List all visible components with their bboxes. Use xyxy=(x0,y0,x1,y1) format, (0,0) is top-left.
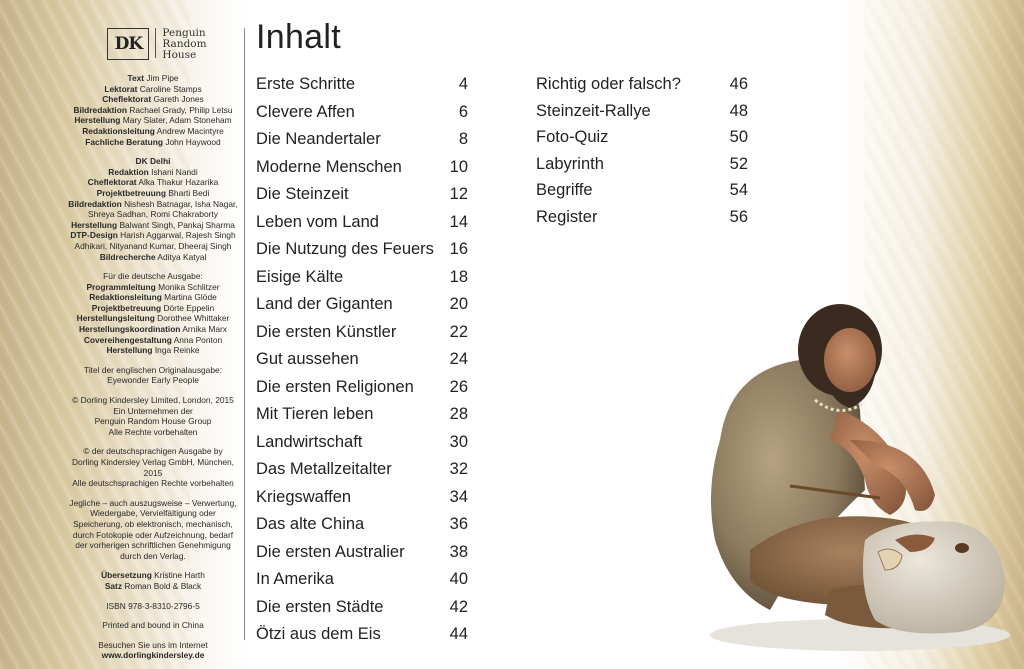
imprint-value: Arnika Marx xyxy=(182,324,227,335)
imprint-line xyxy=(68,94,238,105)
imprint-role: Bildredaktion xyxy=(73,104,127,115)
toc-page-number: 52 xyxy=(729,154,748,173)
imprint-value: Ishani Nandi xyxy=(151,166,198,177)
toc-entry xyxy=(256,595,468,623)
imprint-line xyxy=(68,156,238,167)
imprint-role: Herstellung xyxy=(74,115,121,126)
imprint-line xyxy=(68,478,238,489)
imprint-value: Kristine Harth xyxy=(154,570,205,581)
toc-entry-title: Eisige Kälte xyxy=(256,267,344,286)
toc-page-number: 22 xyxy=(449,322,468,341)
toc-page-number: 44 xyxy=(449,625,468,643)
toc-entry xyxy=(536,205,748,232)
toc-entry xyxy=(256,347,468,375)
imprint-value: Martina Glöde xyxy=(164,292,217,303)
toc-entry xyxy=(256,320,468,348)
toc-page-number: 8 xyxy=(458,130,468,148)
toc-entry xyxy=(256,430,468,458)
imprint-value: John Haywood xyxy=(165,136,221,147)
toc-entry-title: Die ersten Städte xyxy=(256,597,384,616)
toc-entry-title: Moderne Menschen xyxy=(256,157,402,176)
imprint-role: Satz xyxy=(104,580,123,591)
imprint-role: DTP-Design xyxy=(70,230,118,241)
toc-entry xyxy=(256,100,468,128)
imprint-value: Balwant Singh, Pankaj Sharma xyxy=(119,219,235,230)
imprint-line xyxy=(68,313,238,324)
imprint-value: ISBN 978-3-8310-2796-5 xyxy=(106,600,200,611)
imprint-value: Rachael Grady, Philip Letsu xyxy=(129,104,233,115)
logo-wordmark: Penguin Random House xyxy=(162,27,207,61)
imprint-line xyxy=(68,188,238,199)
publisher-logo xyxy=(76,28,238,61)
imprint-line xyxy=(68,84,238,95)
toc-entry xyxy=(256,127,468,155)
imprint-block xyxy=(68,73,238,147)
imprint-role: Text xyxy=(127,73,145,83)
imprint-value: Für die deutsche Ausgabe: xyxy=(103,271,203,282)
imprint-line xyxy=(68,620,238,631)
imprint-line xyxy=(68,324,238,335)
toc-page-number: 34 xyxy=(449,487,468,506)
imprint-line xyxy=(68,167,238,178)
toc-entry-title: Steinzeit-Rallye xyxy=(536,101,651,120)
imprint-line xyxy=(68,581,238,592)
toc-page-number: 40 xyxy=(449,570,468,588)
toc-entry-title: Das Metallzeitalter xyxy=(256,460,392,478)
toc-entry xyxy=(256,457,468,485)
imprint-value: Eyewonder Early People xyxy=(107,375,199,386)
toc-entry-title: Die ersten Künstler xyxy=(256,322,397,341)
imprint-line xyxy=(68,105,238,116)
imprint-line xyxy=(68,177,238,188)
toc-page-number: 36 xyxy=(449,515,468,533)
imprint-line xyxy=(68,570,238,581)
imprint-line xyxy=(68,271,238,282)
toc-title: Inhalt xyxy=(256,18,341,56)
imprint-role: Übersetzung xyxy=(101,570,152,581)
imprint-role: Herstellungskoordination xyxy=(78,324,181,335)
imprint-role: Herstellung xyxy=(106,345,153,356)
imprint-line xyxy=(68,335,238,346)
imprint-value: Anna Ponton xyxy=(173,334,223,345)
imprint-value: Printed and bound in China xyxy=(102,620,204,631)
toc-entry-title: Foto-Quiz xyxy=(536,128,609,146)
toc-entry-title: Erste Schritte xyxy=(256,75,356,93)
toc-entry-title: Gut aussehen xyxy=(256,350,359,368)
toc-list-right xyxy=(536,72,748,231)
imprint-line xyxy=(68,365,238,376)
imprint-line xyxy=(68,395,238,406)
logo-separator xyxy=(155,28,156,58)
toc-entry xyxy=(256,237,468,265)
toc-entry-title: Die Neandertaler xyxy=(256,130,381,148)
imprint-credits xyxy=(68,73,238,661)
toc-page-number: 32 xyxy=(449,460,468,478)
toc-page-number: 54 xyxy=(729,181,748,199)
imprint-role: Herstellung xyxy=(71,219,118,230)
imprint-line xyxy=(68,375,238,386)
imprint-value: Dörte Eppelin xyxy=(163,302,215,313)
imprint-line xyxy=(68,230,238,251)
imprint-line xyxy=(68,640,238,651)
imprint-value: Alle deutschsprachigen Rechte vorbehalten xyxy=(72,478,234,489)
toc-page-number: 46 xyxy=(729,75,748,93)
toc-page-number: 12 xyxy=(449,185,468,203)
imprint-line xyxy=(68,345,238,356)
imprint-block xyxy=(68,640,238,661)
toc-entry-title: In Amerika xyxy=(256,570,334,588)
toc-entry-title: Die ersten Australier xyxy=(256,542,405,561)
toc-page-number: 42 xyxy=(449,597,468,616)
imprint-line xyxy=(68,137,238,148)
imprint-line xyxy=(68,199,238,220)
imprint-role: Projektbetreuung xyxy=(96,187,167,198)
toc-entry xyxy=(256,72,468,100)
toc-entry xyxy=(536,178,748,205)
imprint-line xyxy=(68,406,238,417)
imprint-line xyxy=(68,220,238,231)
toc-entry xyxy=(256,375,468,403)
imprint-block xyxy=(68,570,238,591)
imprint-role: DK Delhi xyxy=(135,156,171,167)
toc-entry xyxy=(536,72,748,99)
imprint-value: Inga Reinke xyxy=(154,345,200,356)
imprint-block xyxy=(68,620,238,631)
imprint-block xyxy=(68,446,238,488)
imprint-line xyxy=(68,427,238,438)
toc-entry-title: Das alte China xyxy=(256,515,365,533)
toc-entry xyxy=(256,622,468,650)
toc-entry xyxy=(536,125,748,152)
toc-entry-title: Ötzi aus dem Eis xyxy=(256,625,381,643)
toc-entry-title: Clevere Affen xyxy=(256,102,355,121)
toc-page-number: 20 xyxy=(449,295,468,313)
toc-entry xyxy=(536,99,748,126)
imprint-value: Jim Pipe xyxy=(146,73,179,83)
toc-page-number: 14 xyxy=(449,212,468,231)
toc-entry xyxy=(536,152,748,179)
imprint-line xyxy=(68,446,238,457)
imprint-line xyxy=(68,282,238,293)
imprint-line xyxy=(68,650,238,661)
toc-entry-title: Labyrinth xyxy=(536,154,604,173)
imprint-block xyxy=(68,601,238,612)
imprint-line xyxy=(68,115,238,126)
toc-entry-title: Die Nutzung des Feuers xyxy=(256,240,434,258)
imprint-value: © der deutschsprachigen Ausgabe by xyxy=(83,446,223,457)
toc-entry xyxy=(256,485,468,513)
toc-page-number: 50 xyxy=(729,128,748,146)
imprint-value: © Dorling Kindersley Limited, London, 2015 xyxy=(72,395,234,406)
imprint-line xyxy=(68,252,238,263)
imprint-role: Cheflektorat xyxy=(102,94,152,105)
imprint-role: Bildrecherche xyxy=(99,251,156,262)
imprint-value: Harish Aggarwal, Rajesh Singh Adhikari, Nityanand Kumar, Dheeraj Singh xyxy=(74,230,236,251)
toc-entry-title: Die ersten Religionen xyxy=(256,377,414,396)
toc-entry xyxy=(256,540,468,568)
toc-entry xyxy=(256,567,468,595)
imprint-value: Bharti Bedi xyxy=(168,187,210,198)
toc-entry-title: Kriegswaffen xyxy=(256,487,352,506)
imprint-role: Redaktionsleitung xyxy=(82,125,155,136)
imprint-role: Herstellungsleitung xyxy=(76,313,155,324)
imprint-value: Monika Schlitzer xyxy=(158,281,220,292)
toc-entry-title: Land der Giganten xyxy=(256,295,393,313)
toc-entry xyxy=(256,155,468,183)
imprint-value: Caroline Stamps xyxy=(139,83,202,94)
toc-list-left xyxy=(256,72,468,650)
toc-entry-title: Register xyxy=(536,207,598,226)
imprint-value: Jegliche – auch auszugsweise – Verwertung, Wiedergabe, Vervielfältigung oder Speicherung, ob elektronisch, mechanisch, durch Fotokopie oder Aufzeichnung, bedarf der vorherigen schriftlichen Genehmigung durch den Verlag. xyxy=(69,497,237,561)
imprint-value: Ein Unternehmen der xyxy=(113,405,193,416)
imprint-line xyxy=(68,498,238,562)
toc-page-number: 16 xyxy=(449,240,468,258)
imprint-value: Mary Slater, Adam Stoneham xyxy=(122,115,232,126)
toc-entry-title: Die Steinzeit xyxy=(256,185,349,203)
toc-entry-title: Begriffe xyxy=(536,181,593,199)
toc-page-number: 28 xyxy=(449,405,468,423)
imprint-value: Nishesh Batnagar, Isha Nagar, Shreya Sadhan, Romi Chakraborty xyxy=(88,198,238,220)
toc-page-number: 56 xyxy=(729,207,748,226)
website-link[interactable]: www.dorlingkindersley.de xyxy=(101,650,205,661)
imprint-value: Andrew Macintyre xyxy=(156,125,224,136)
toc-page-number: 48 xyxy=(729,101,748,120)
toc-entry-title: Leben vom Land xyxy=(256,212,379,231)
toc-entry xyxy=(256,265,468,293)
toc-page-number: 24 xyxy=(449,350,468,368)
toc-page-number: 26 xyxy=(449,377,468,396)
imprint-value: Titel der englischen Originalausgabe: xyxy=(84,364,222,375)
imprint-value: Alle Rechte vorbehalten xyxy=(108,426,198,437)
imprint-block xyxy=(68,395,238,437)
column-divider xyxy=(244,28,245,640)
imprint-line xyxy=(68,303,238,314)
imprint-value: Gareth Jones xyxy=(153,94,204,105)
imprint-role: Cheflektorat xyxy=(87,177,137,188)
imprint-value: Penguin Random House Group xyxy=(94,416,212,427)
imprint-line xyxy=(68,601,238,612)
imprint-line xyxy=(68,73,238,84)
toc-page-number: 4 xyxy=(458,75,468,93)
imprint-role: Redaktion xyxy=(108,166,149,177)
imprint-role: Bildredaktion xyxy=(68,198,122,209)
imprint-role: Fachliche Beratung xyxy=(85,136,163,147)
imprint-role: Redaktionsleitung xyxy=(89,292,162,303)
imprint-line xyxy=(68,457,238,478)
imprint-role: Programmleitung xyxy=(86,281,156,292)
imprint-line xyxy=(68,292,238,303)
imprint-block xyxy=(68,271,238,356)
toc-page-number: 38 xyxy=(449,542,468,561)
imprint-column xyxy=(68,28,238,669)
toc-entry xyxy=(256,182,468,210)
toc-entry-title: Richtig oder falsch? xyxy=(536,75,681,93)
imprint-line xyxy=(68,416,238,427)
toc-entry-title: Landwirtschaft xyxy=(256,432,363,451)
imprint-value: Dorling Kindersley Verlag GmbH, München, 2015 xyxy=(72,457,234,478)
toc-entry xyxy=(256,402,468,430)
toc-entry xyxy=(256,292,468,320)
prehistoric-man-knapping-stone-image xyxy=(690,290,1020,660)
toc-page-number: 6 xyxy=(458,102,468,121)
imprint-value: Besuchen Sie uns im Internet xyxy=(98,639,208,650)
imprint-role: Projektbetreuung xyxy=(91,302,162,313)
toc-page-number: 30 xyxy=(449,432,468,451)
imprint-block xyxy=(68,156,238,262)
toc-entry-title: Mit Tieren leben xyxy=(256,405,374,423)
imprint-value: Roman Bold & Black xyxy=(124,580,202,591)
imprint-role: Covereihengestaltung xyxy=(83,334,172,345)
dk-logo-mark: DK xyxy=(107,28,149,60)
imprint-block xyxy=(68,365,238,386)
imprint-line xyxy=(68,126,238,137)
toc-page-number: 10 xyxy=(449,157,468,176)
imprint-value: Alka Thakur Hazarika xyxy=(138,177,219,188)
toc-entry xyxy=(256,210,468,238)
toc-entry xyxy=(256,512,468,540)
toc-page-number: 18 xyxy=(449,267,468,286)
imprint-value: Aditya Katyal xyxy=(157,251,207,262)
imprint-block xyxy=(68,498,238,562)
imprint-value: Dorothee Whittaker xyxy=(157,313,230,324)
imprint-role: Lektorat xyxy=(104,83,138,94)
